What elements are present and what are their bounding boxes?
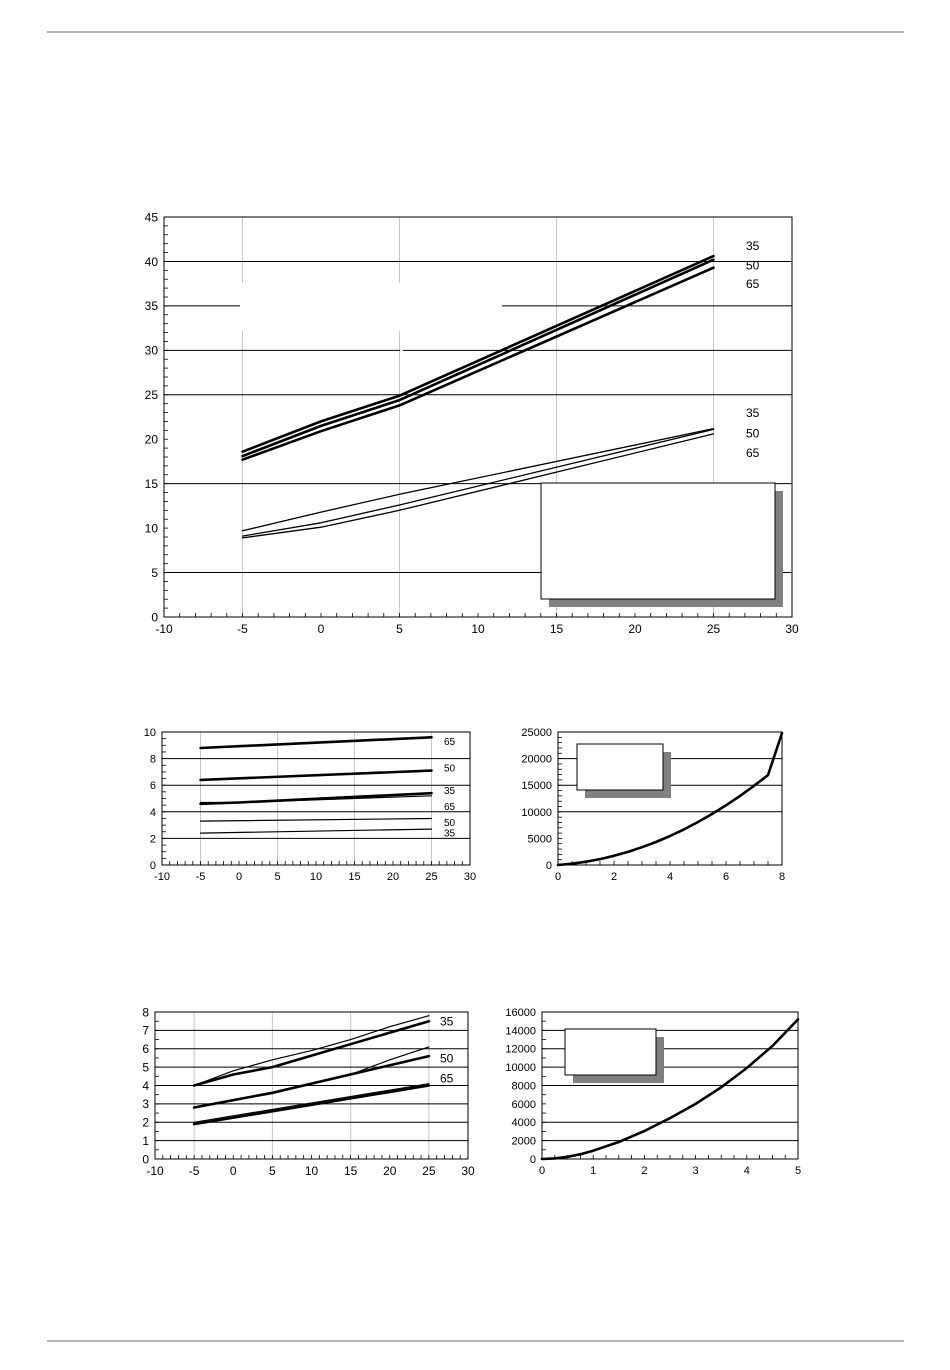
x-tick-label: 2 — [641, 1165, 648, 1177]
y-tick-label: 6 — [142, 1042, 149, 1057]
footer-rule — [47, 1340, 904, 1342]
x-tick-label: 5 — [794, 1165, 802, 1177]
y-tick-label: 4 — [142, 1078, 149, 1093]
series-label: 35 — [444, 828, 456, 840]
y-tick-label: 3 — [142, 1097, 149, 1112]
x-tick-label: 0 — [229, 1164, 237, 1178]
x-tick-label: 10 — [304, 1164, 319, 1178]
y-tick-label: 45 — [144, 210, 158, 225]
x-tick-label: 20 — [628, 622, 642, 636]
x-tick-label: 6 — [722, 871, 730, 883]
y-tick-label: 5000 — [527, 833, 552, 846]
x-tick-label: 25 — [422, 1164, 436, 1178]
y-tick-label: 0 — [151, 610, 158, 625]
y-tick-label: 10000 — [521, 806, 552, 819]
y-tick-label: 7 — [142, 1023, 149, 1038]
x-tick-label: -10 — [155, 622, 173, 636]
x-tick-label: 4 — [666, 871, 674, 883]
y-tick-label: 2 — [149, 833, 156, 846]
y-tick-label: 1 — [142, 1133, 149, 1148]
y-tick-label: 30 — [144, 343, 158, 358]
x-tick-label: 30 — [463, 871, 477, 883]
y-tick-label: 8 — [142, 1005, 149, 1020]
series-label: 65 — [444, 736, 456, 748]
series-label: 65 — [746, 276, 760, 291]
y-tick-label: 8000 — [511, 1080, 536, 1093]
x-tick-label: 1 — [590, 1165, 597, 1177]
series-label: 35 — [440, 1014, 454, 1029]
x-tick-label: 10 — [309, 871, 323, 883]
y-tick-label: 25000 — [521, 726, 552, 739]
series-label: 35 — [746, 405, 760, 420]
x-tick-label: 0 — [235, 871, 243, 883]
series-label: 50 — [440, 1051, 454, 1066]
y-tick-label: 12000 — [505, 1043, 536, 1056]
y-tick-label: 5 — [151, 565, 158, 580]
series-label: 50 — [746, 426, 760, 441]
y-tick-label: 14000 — [505, 1025, 536, 1038]
series-label: 65 — [444, 802, 456, 814]
y-tick-label: 40 — [144, 254, 158, 269]
x-tick-label: 3 — [692, 1165, 699, 1177]
series-label: 50 — [746, 258, 760, 273]
y-tick-label: 25 — [144, 388, 158, 403]
x-tick-label: 25 — [706, 622, 721, 636]
x-tick-label: 0 — [554, 871, 562, 883]
x-tick-label: 20 — [386, 871, 400, 883]
y-tick-label: 0 — [545, 859, 552, 872]
series-label: 65 — [746, 445, 760, 460]
y-tick-label: 0 — [149, 859, 156, 872]
x-tick-label: 10 — [471, 622, 485, 636]
series-label: 65 — [440, 1071, 454, 1086]
x-tick-label: 5 — [274, 871, 281, 883]
legend-box — [565, 1029, 656, 1075]
x-tick-label: 15 — [348, 871, 361, 883]
x-tick-label: 20 — [383, 1164, 397, 1178]
x-tick-label: 0 — [317, 622, 325, 636]
x-tick-label: 30 — [785, 622, 799, 636]
x-tick-label: -10 — [146, 1164, 164, 1178]
y-tick-label: 15 — [144, 476, 158, 491]
series-label: 35 — [444, 786, 456, 798]
series-label: 35 — [746, 238, 760, 253]
y-tick-label: 15000 — [521, 780, 552, 793]
y-tick-label: 6000 — [511, 1098, 536, 1111]
y-tick-label: 2 — [142, 1115, 149, 1130]
series-label: 50 — [444, 818, 456, 830]
x-tick-label: -5 — [195, 871, 206, 883]
y-tick-label: 6 — [149, 780, 156, 793]
x-tick-label: -10 — [154, 871, 170, 883]
y-tick-label: 0 — [529, 1153, 536, 1166]
y-tick-label: 16000 — [505, 1006, 536, 1019]
y-tick-label: 20000 — [521, 753, 552, 766]
y-tick-label: 8 — [149, 753, 156, 766]
x-tick-label: 30 — [461, 1164, 475, 1178]
x-tick-label: 2 — [610, 871, 618, 883]
y-tick-label: 0 — [142, 1152, 149, 1167]
y-tick-label: 4000 — [511, 1117, 536, 1130]
x-tick-label: 25 — [425, 871, 438, 883]
x-tick-label: 4 — [743, 1165, 750, 1177]
x-tick-label: -5 — [237, 622, 248, 636]
y-tick-label: 20 — [144, 432, 158, 447]
series-label: 50 — [444, 763, 456, 775]
x-tick-label: 15 — [343, 1164, 358, 1178]
x-tick-label: 8 — [778, 871, 786, 883]
x-tick-label: 5 — [396, 622, 403, 636]
y-tick-label: 4 — [149, 806, 156, 819]
x-tick-label: -5 — [188, 1164, 200, 1178]
y-tick-label: 5 — [142, 1060, 149, 1075]
y-tick-label: 10 — [144, 521, 158, 536]
y-tick-label: 10000 — [505, 1062, 536, 1075]
y-tick-label: 2000 — [511, 1135, 536, 1148]
x-tick-label: 15 — [549, 622, 564, 636]
y-tick-label: 35 — [144, 299, 158, 314]
x-tick-label: 5 — [269, 1164, 276, 1178]
y-tick-label: 10 — [143, 726, 156, 739]
x-tick-label: 0 — [538, 1165, 546, 1177]
